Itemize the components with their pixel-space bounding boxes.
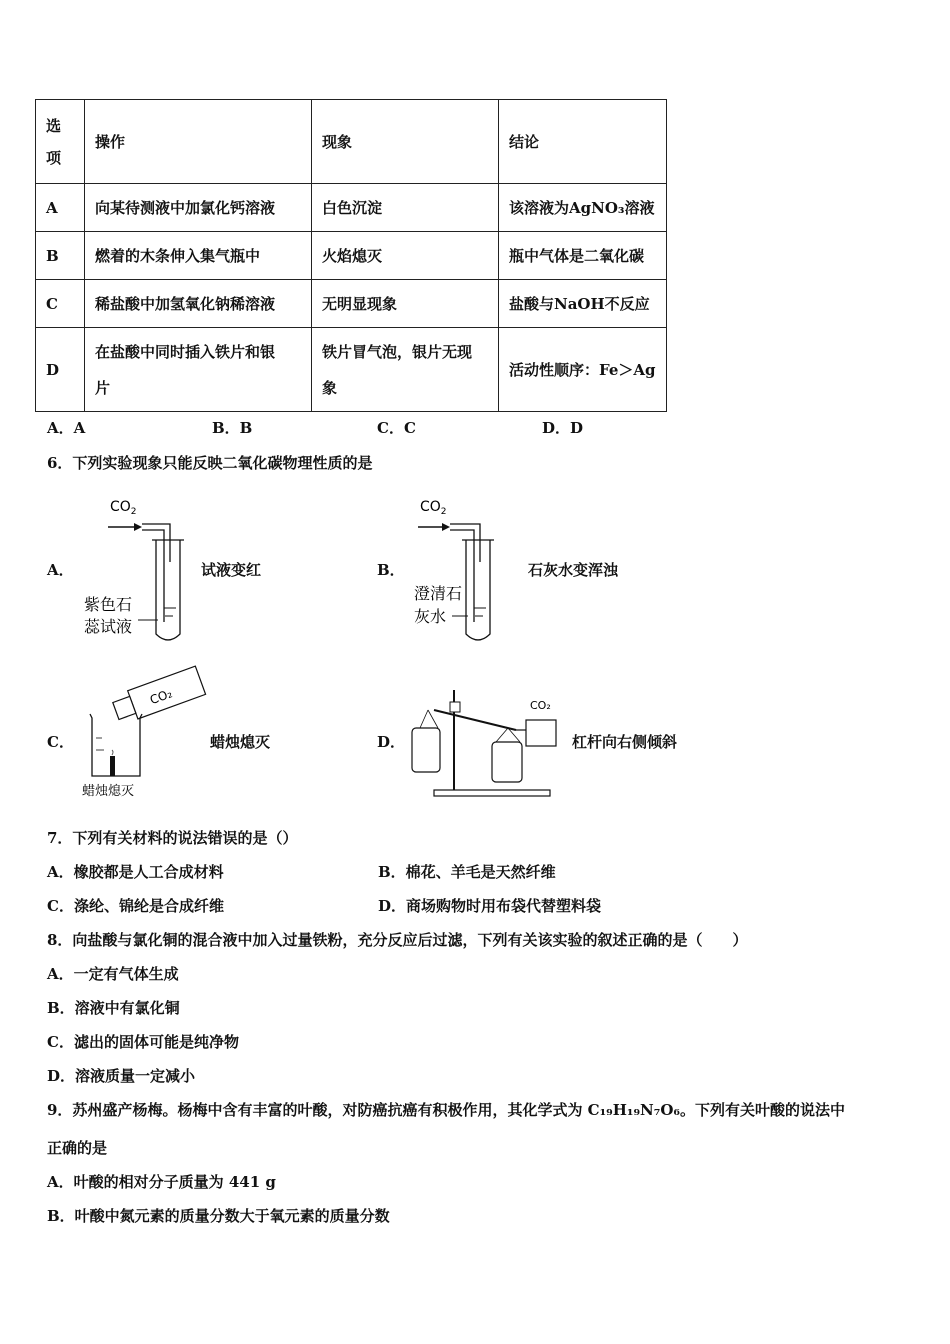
q7-choice-d[interactable]: D．商场购物时用布袋代替塑料袋 [378,897,602,915]
q7-choice-c[interactable]: C．涤纶、锦纶是合成纤维 [47,897,224,915]
header-operation: 操作 [85,100,312,184]
q9-stem-line1 [47,1099,845,1120]
table-row [36,184,667,232]
q7-stem: 7．下列有关材料的说法错误的是（） [47,829,298,847]
q6-choice-c-label[interactable]: C． [47,733,74,751]
header-option [36,100,85,184]
q5-choice-a[interactable]: A．A [47,419,86,437]
header-option-line2: 项 [46,148,62,167]
q5-choice-d[interactable]: D．D [542,419,584,437]
row-phenomenon: 火焰熄灭 [312,232,499,280]
row-conclusion: 该溶液为AgNO₃溶液 [499,184,667,232]
q5-choice-c[interactable]: C．C [377,419,416,437]
row-phenomenon: 白色沉淀 [312,184,499,232]
co2-label: CO₂ [148,686,175,708]
folic-acid-formula: C₁₉H₁₉N₇O₆ [587,1101,680,1119]
row-operation-line2: 片 [95,378,111,397]
litmus-label-l2: 蕊试液 [84,617,133,636]
q8-choice-a[interactable]: A．一定有气体生成 [47,965,179,983]
q8-choice-b[interactable]: B．溶液中有氯化铜 [47,999,180,1017]
q8-choice-c[interactable]: C．滤出的固体可能是纯净物 [47,1033,239,1051]
header-option-line1: 选 [46,116,62,135]
row-phenomenon [312,328,499,412]
row-option: A [36,184,85,232]
limewater-label-l1: 澄清石 [414,584,463,603]
table-header-row [36,100,667,184]
row-phenomenon-line1: 铁片冒气泡，银片无现 [322,342,473,361]
table-row [36,232,667,280]
row-option: B [36,232,85,280]
header-phenomenon: 现象 [312,100,499,184]
q6-a-text: 试液变红 [201,561,262,579]
q5-choice-b[interactable]: B．B [212,419,253,437]
row-conclusion: 盐酸与NaOH不反应 [499,280,667,328]
litmus-label-l1: 紫色石 [84,595,133,614]
candle-caption: 蜡烛熄灭 [82,784,135,799]
lever-balance-diagram [404,684,568,802]
table-row [36,280,667,328]
row-operation: 燃着的木条伸入集气瓶中 [85,232,312,280]
header-conclusion: 结论 [499,100,667,184]
co2-label: $CO_2$ [110,499,137,517]
q8-stem: 8．向盐酸与氯化铜的混合液中加入过量铁粉，充分反应后过滤，下列有关该实验的叙述正确的是（ ） [47,931,748,949]
q9-stem-pre: 9．苏州盛产杨梅。杨梅中含有丰富的叶酸，对防癌抗癌有积极作用，其化学式为 [47,1101,588,1119]
q9-choice-b[interactable]: B．叶酸中氮元素的质量分数大于氧元素的质量分数 [47,1207,390,1225]
experiment-table [35,99,667,412]
row-option: C [36,280,85,328]
q6-b-text: 石灰水变浑浊 [528,561,619,579]
row-phenomenon: 无明显现象 [312,280,499,328]
row-operation [85,328,312,412]
q6-c-text: 蜡烛熄灭 [210,733,271,751]
limewater-label-l2: 灰水 [414,607,447,626]
row-operation: 向某待测液中加氯化钙溶液 [85,184,312,232]
table-row [36,328,667,412]
row-option: D [36,328,85,412]
test-tube-limewater-diagram [410,492,520,644]
q9-stem-post: 。下列有关叶酸的说法中 [679,1101,845,1119]
q7-choice-a[interactable]: A．橡胶都是人工合成材料 [47,863,224,881]
co2-label: $CO_2$ [420,499,447,517]
q6-choice-a-label[interactable]: A． [47,561,74,579]
beaker-candle-diagram [78,664,210,804]
q8-choice-d[interactable]: D．溶液质量一定减小 [47,1067,196,1085]
q6-stem: 6．下列实验现象只能反映二氧化碳物理性质的是 [47,454,373,472]
test-tube-litmus-diagram [78,492,198,644]
row-operation: 稀盐酸中加氢氧化钠稀溶液 [85,280,312,328]
row-phenomenon-line2: 象 [322,378,338,397]
q6-choice-b-label[interactable]: B． [377,561,405,579]
q9-choice-a[interactable]: A．叶酸的相对分子质量为 441 g [47,1173,276,1191]
q6-d-text: 杠杆向右侧倾斜 [572,733,678,751]
row-conclusion: 瓶中气体是二氧化碳 [499,232,667,280]
row-conclusion: 活动性顺序：Fe＞Ag [499,328,667,412]
q7-choice-b[interactable]: B．棉花、羊毛是天然纤维 [378,863,556,881]
co2-label: CO₂ [530,699,551,712]
row-operation-line1: 在盐酸中同时插入铁片和银 [95,342,276,361]
q6-choice-d-label[interactable]: D． [377,733,406,751]
q9-stem-line2: 正确的是 [47,1139,108,1157]
